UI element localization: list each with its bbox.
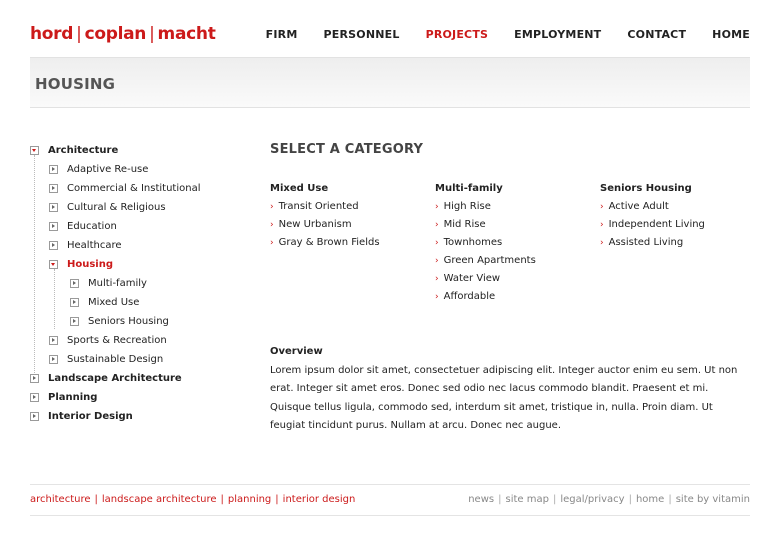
footer-link-landscape[interactable]: landscape architecture [101,494,217,505]
chevron-right-icon: › [270,238,274,248]
category-link-high-rise[interactable] [435,201,536,219]
overview-heading: Overview [270,346,323,357]
chevron-right-icon: › [435,220,439,230]
footer-link-planning[interactable]: planning [227,494,272,505]
tree-item-healthcare[interactable] [30,236,250,255]
tree-item-label: Architecture [48,145,119,156]
expand-icon[interactable] [49,336,58,345]
tree-item-seniors-housing[interactable] [30,312,250,331]
chevron-right-icon: › [435,292,439,302]
category-link-label: Water View [443,273,501,284]
footer-link-site-map[interactable]: site map [505,494,549,505]
tree-item-housing[interactable] [30,255,250,274]
page-title-band [30,57,750,108]
chevron-right-icon: › [435,238,439,248]
footer-separator: | [628,494,632,505]
category-tree [30,141,250,426]
category-link-label: Independent Living [608,219,705,230]
footer-utility-links [468,494,750,505]
footer-separator: | [668,494,672,505]
category-link-assisted-living[interactable] [600,237,705,255]
tree-item-label: Cultural & Religious [67,202,166,213]
category-link-new-urbanism[interactable] [270,219,380,237]
collapse-icon[interactable] [49,260,58,269]
overview-text: Lorem ipsum dolor sit amet, consectetuer adipiscing elit. Integer auctor enim eu sem. Ut non erat. Integer sit amet eros. Donec sed odio nec lacus commodo blandit. Praesent et mi. Quisque tellus ligula, commodo sed, interdum sit amet, tristique in, nulla. Proin diam. Ut feugiat tincidunt purus. Nullam at arcu. Donec nec augue. [270,365,738,431]
brand-part-macht: macht [157,24,216,44]
tree-item-label: Housing [67,259,114,270]
expand-icon[interactable] [70,317,79,326]
chevron-right-icon: › [600,238,604,248]
category-link-affordable[interactable] [435,291,536,309]
tree-item-label: Planning [48,392,98,403]
tree-item-label: Interior Design [48,411,133,422]
tree-item-planning[interactable] [30,388,250,407]
category-link-label: Mid Rise [443,219,486,230]
tree-item-label: Healthcare [67,240,122,251]
nav-firm[interactable]: FIRM [265,28,298,41]
brand-separator: | [149,24,155,44]
brand-part-hord: hord [30,24,74,44]
nav-home[interactable]: HOME [712,28,750,41]
tree-item-multi-family[interactable] [30,274,250,293]
tree-item-architecture[interactable] [30,141,250,160]
category-link-gray-brown-fields[interactable] [270,237,380,255]
category-link-label: Gray & Brown Fields [278,237,380,248]
footer-separator: | [498,494,502,505]
category-link-label: Townhomes [443,237,503,248]
footer-link-architecture[interactable]: architecture [30,494,91,505]
expand-icon[interactable] [49,184,58,193]
column-heading: Mixed Use [270,183,329,194]
tree-item-cultural[interactable] [30,198,250,217]
tree-item-label: Multi-family [88,278,147,289]
category-link-label: Active Adult [608,201,669,212]
tree-item-label: Commercial & Institutional [67,183,201,194]
category-link-label: New Urbanism [278,219,352,230]
footer-category-links [30,494,355,505]
chevron-right-icon: › [435,256,439,266]
category-column-seniors-housing [600,183,705,255]
chevron-right-icon: › [435,202,439,212]
tree-item-interior[interactable] [30,407,250,426]
tree-item-adaptive-reuse[interactable] [30,160,250,179]
tree-item-sustainable[interactable] [30,350,250,369]
collapse-icon[interactable] [30,146,39,155]
chevron-right-icon: › [270,220,274,230]
footer-link-vitamin[interactable]: site by vitamin [675,494,750,505]
nav-projects[interactable]: PROJECTS [425,28,489,41]
category-column-mixed-use [270,183,380,255]
tree-item-label: Mixed Use [88,297,140,308]
footer-link-legal[interactable]: legal/privacy [560,494,625,505]
column-heading: Multi-family [435,183,503,194]
category-link-transit-oriented[interactable] [270,201,380,219]
expand-icon[interactable] [49,165,58,174]
category-link-label: Transit Oriented [278,201,359,212]
tree-item-label: Education [67,221,117,232]
category-link-label: Affordable [443,291,496,302]
footer-separator: | [275,494,279,505]
brand-part-coplan: coplan [84,24,147,44]
column-heading: Seniors Housing [600,183,692,194]
tree-item-commercial[interactable] [30,179,250,198]
footer [30,484,750,516]
brand-logo[interactable] [30,24,216,44]
category-link-label: Green Apartments [443,255,536,266]
overview-section [270,346,742,435]
category-link-green-apartments[interactable] [435,255,536,273]
nav-employment[interactable]: EMPLOYMENT [514,28,602,41]
category-link-townhomes[interactable] [435,237,536,255]
section-title: SELECT A CATEGORY [270,142,424,157]
tree-item-landscape[interactable] [30,369,250,388]
nav-personnel[interactable]: PERSONNEL [323,28,400,41]
footer-separator: | [94,494,98,505]
category-link-label: Assisted Living [608,237,684,248]
category-link-active-adult[interactable] [600,201,705,219]
chevron-right-icon: › [600,220,604,230]
expand-icon[interactable] [70,279,79,288]
expand-icon[interactable] [30,412,39,421]
expand-icon[interactable] [49,203,58,212]
brand-separator: | [76,24,82,44]
footer-separator: | [220,494,224,505]
category-link-water-view[interactable] [435,273,536,291]
page-title: HOUSING [35,75,116,93]
footer-link-news[interactable]: news [468,494,495,505]
footer-link-home[interactable]: home [635,494,665,505]
tree-item-label: Seniors Housing [88,316,169,327]
expand-icon[interactable] [70,298,79,307]
expand-icon[interactable] [30,374,39,383]
footer-separator: | [552,494,557,505]
expand-icon[interactable] [49,355,58,364]
tree-item-education[interactable] [30,217,250,236]
tree-item-mixed-use[interactable] [30,293,250,312]
category-link-independent-living[interactable] [600,219,705,237]
tree-item-label: Adaptive Re-use [67,164,149,175]
tree-item-label: Sustainable Design [67,354,164,365]
expand-icon[interactable] [49,222,58,231]
tree-item-label: Sports & Recreation [67,335,167,346]
footer-link-interior[interactable]: interior design [282,494,356,505]
expand-icon[interactable] [49,241,58,250]
tree-item-sports[interactable] [30,331,250,350]
nav-contact[interactable]: CONTACT [627,28,687,41]
main-nav [240,28,750,41]
tree-item-label: Landscape Architecture [48,373,182,384]
category-link-mid-rise[interactable] [435,219,536,237]
chevron-right-icon: › [600,202,604,212]
category-link-label: High Rise [443,201,491,212]
category-column-multi-family [435,183,536,309]
expand-icon[interactable] [30,393,39,402]
chevron-right-icon: › [270,202,274,212]
chevron-right-icon: › [435,274,439,284]
